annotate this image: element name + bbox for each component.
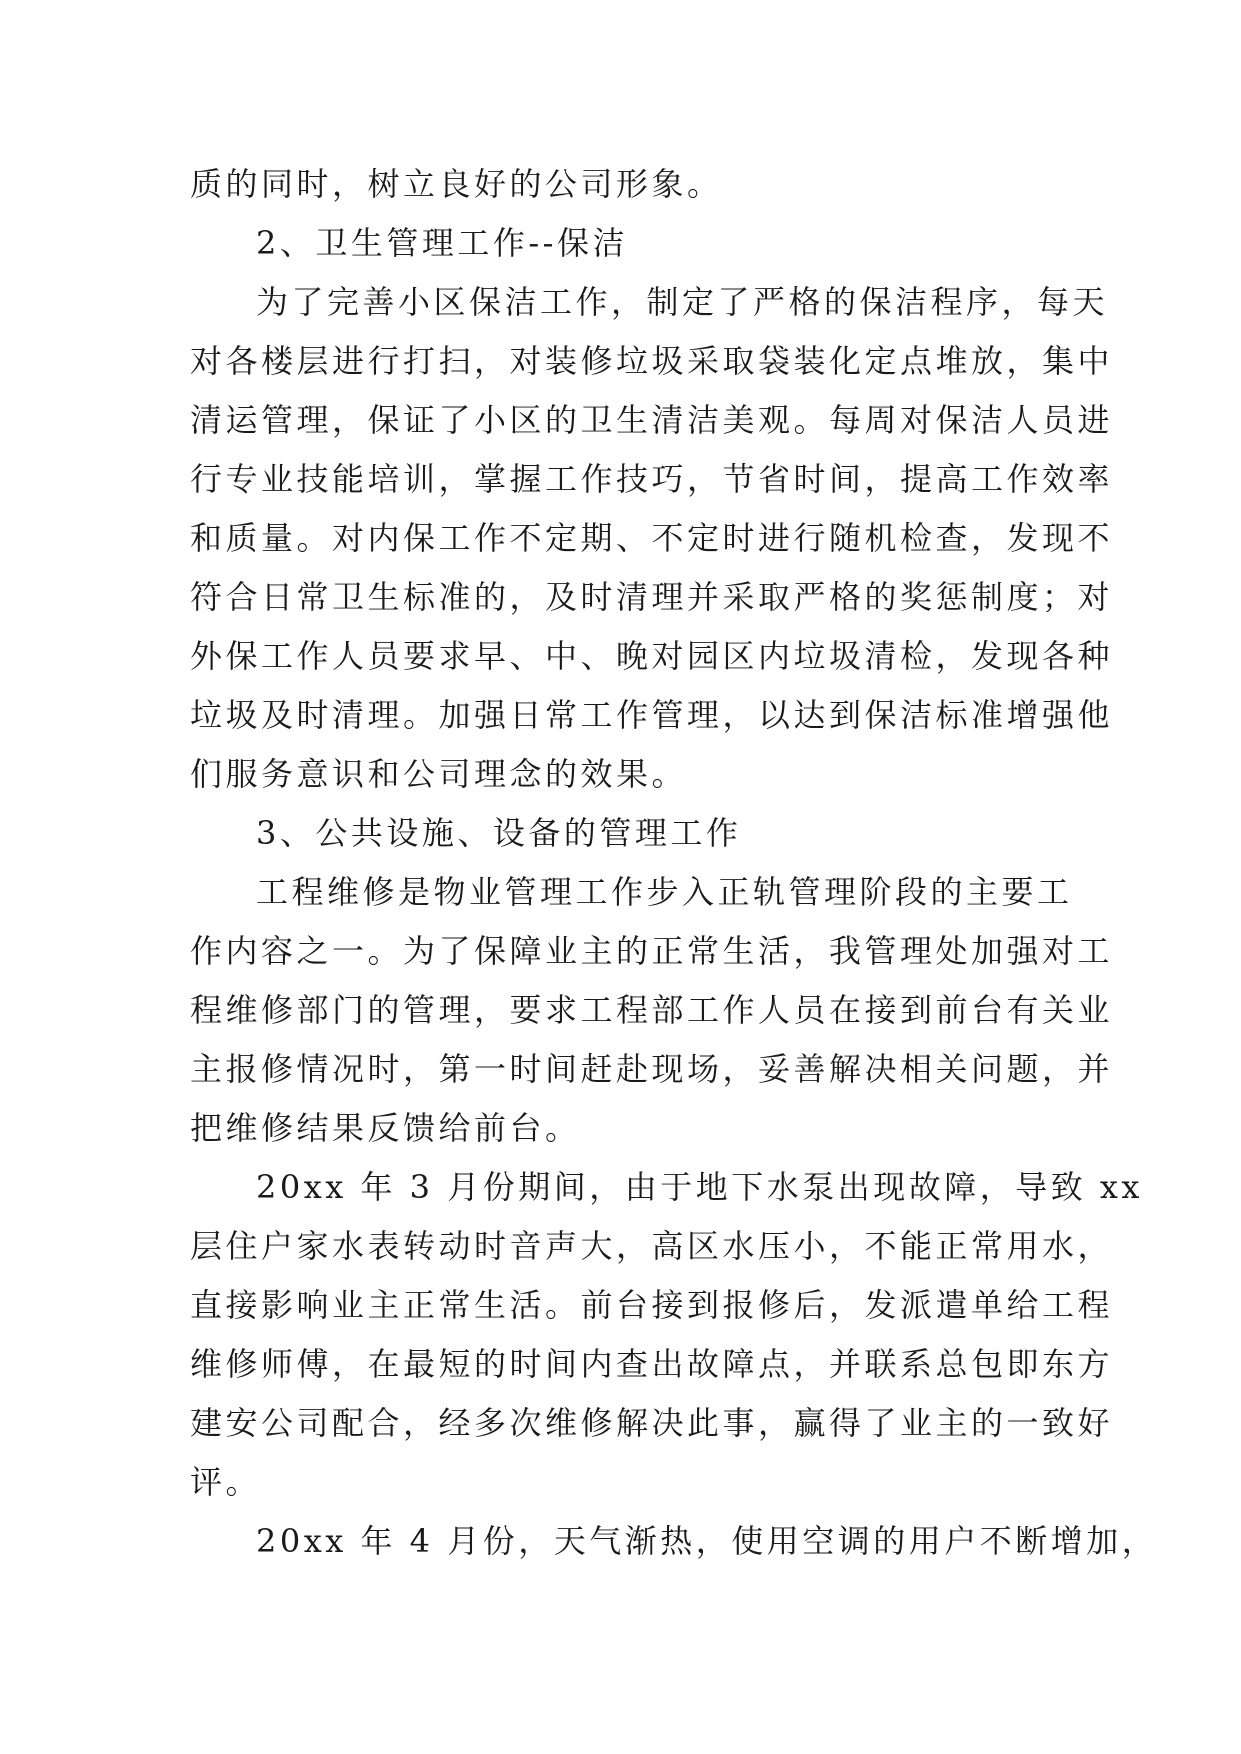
paragraph-line: 程维修部门的管理，要求工程部工作人员在接到前台有关业 bbox=[190, 991, 1114, 1029]
paragraph-line: 评。 bbox=[190, 1463, 262, 1501]
paragraph-line: 建安公司配合，经多次维修解决此事，赢得了业主的一致好 bbox=[190, 1404, 1114, 1442]
document-body bbox=[190, 155, 1158, 1571]
paragraph-line: 20xx 年 4 月份，天气渐热，使用空调的用户不断增加， bbox=[256, 1522, 1158, 1560]
paragraph-line: 层住户家水表转动时音声大，高区水压小，不能正常用水， bbox=[190, 1227, 1114, 1265]
paragraph-line: 质的同时，树立良好的公司形象。 bbox=[190, 165, 723, 203]
paragraph-line: 为了完善小区保洁工作，制定了严格的保洁程序，每天 bbox=[256, 283, 1109, 321]
paragraph-line: 外保工作人员要求早、中、晚对园区内垃圾清检，发现各种 bbox=[190, 637, 1114, 675]
paragraph-line: 们服务意识和公司理念的效果。 bbox=[190, 755, 688, 793]
paragraph-line: 作内容之一。为了保障业主的正常生活，我管理处加强对工 bbox=[190, 932, 1114, 970]
paragraph-line: 清运管理，保证了小区的卫生清洁美观。每周对保洁人员进 bbox=[190, 401, 1114, 439]
paragraph-line: 主报修情况时，第一时间赶赴现场，妥善解决相关问题，并 bbox=[190, 1050, 1114, 1088]
paragraph-line: 工程维修是物业管理工作步入正轨管理阶段的主要工 bbox=[256, 873, 1073, 911]
paragraph-line: 直接影响业主正常生活。前台接到报修后，发派遣单给工程 bbox=[190, 1286, 1114, 1324]
paragraph-line: 对各楼层进行打扫，对装修垃圾采取袋装化定点堆放，集中 bbox=[190, 342, 1114, 380]
section-heading-facilities: 3、公共设施、设备的管理工作 bbox=[256, 814, 742, 852]
section-heading-sanitation: 2、卫生管理工作--保洁 bbox=[256, 224, 628, 262]
paragraph-line: 把维修结果反馈给前台。 bbox=[190, 1109, 581, 1147]
paragraph-line: 维修师傅，在最短的时间内查出故障点，并联系总包即东方 bbox=[190, 1345, 1114, 1383]
paragraph-line: 行专业技能培训，掌握工作技巧，节省时间，提高工作效率 bbox=[190, 460, 1114, 498]
paragraph-line: 20xx 年 3 月份期间，由于地下水泵出现故障，导致 xx bbox=[256, 1168, 1143, 1206]
paragraph-line: 符合日常卫生标准的，及时清理并采取严格的奖惩制度；对 bbox=[190, 578, 1114, 616]
paragraph-line: 和质量。对内保工作不定期、不定时进行随机检查，发现不 bbox=[190, 519, 1114, 557]
paragraph-line: 垃圾及时清理。加强日常工作管理，以达到保洁标准增强他 bbox=[190, 696, 1114, 734]
